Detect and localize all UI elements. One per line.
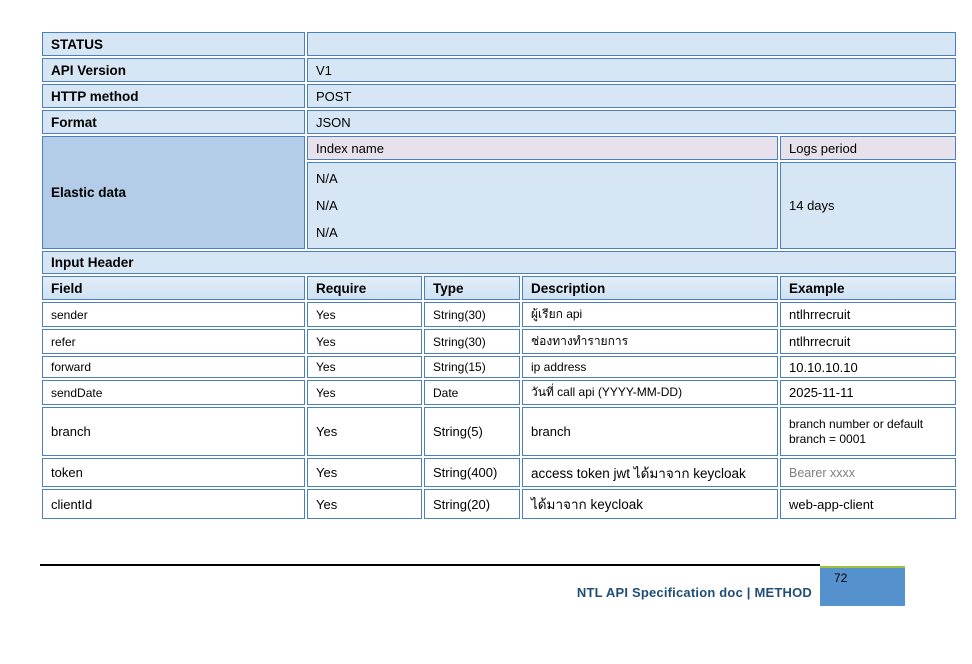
example-cell: ntlhrrecruit [780,302,956,327]
example-cell: 10.10.10.10 [780,356,956,378]
require-cell: Yes [307,407,422,456]
example-cell: branch number or default branch = 0001 [780,407,956,456]
type-cell: Date [424,380,520,405]
example-cell: Bearer xxxx [780,458,956,487]
footer-divider [40,564,820,566]
example-cell: ntlhrrecruit [780,329,956,354]
elastic-data-label: Elastic data [42,136,305,249]
page-number-box [820,566,905,606]
column-header-description: Description [522,276,778,300]
input-header-section-label: Input Header [42,251,956,274]
table-row [42,251,956,274]
footer-doc-title: NTL API Specification doc | METHOD [576,585,812,600]
table-row [42,84,956,108]
format-value: JSON [307,110,956,134]
page-number: 72 [834,571,848,585]
require-cell: Yes [307,356,422,378]
logs-period-header: Logs period [780,136,956,160]
logs-period-value: 14 days [780,162,956,249]
index-name-values [307,162,778,249]
format-label: Format [42,110,305,134]
field-cell: sender [42,302,305,327]
description-cell: ได้มาจาก keycloak [522,489,778,519]
http-method-label: HTTP method [42,84,305,108]
table-row-senddate [42,380,956,405]
example-cell: 2025-11-11 [780,380,956,405]
table-row [42,110,956,134]
require-cell: Yes [307,329,422,354]
require-cell: Yes [307,489,422,519]
description-cell: ip address [522,356,778,378]
field-cell: forward [42,356,305,378]
field-cell: clientId [42,489,305,519]
type-cell: String(15) [424,356,520,378]
type-cell: String(30) [424,329,520,354]
description-cell: branch [522,407,778,456]
description-cell: ผู้เรียก api [522,302,778,327]
table-row [42,136,956,160]
description-cell: access token jwt ได้มาจาก keycloak [522,458,778,487]
column-header-example: Example [780,276,956,300]
column-header-require: Require [307,276,422,300]
table-row-token [42,458,956,487]
table-row-forward [42,356,956,378]
field-cell: branch [42,407,305,456]
field-cell: refer [42,329,305,354]
require-cell: Yes [307,380,422,405]
table-row-clientid [42,489,956,519]
status-value [307,32,956,56]
api-version-label: API Version [42,58,305,82]
index-value: N/A [316,171,338,186]
status-label: STATUS [42,32,305,56]
description-cell: ช่องทางทำรายการ [522,329,778,354]
index-name-header: Index name [307,136,778,160]
table-row [42,58,956,82]
example-cell: web-app-client [780,489,956,519]
table-row [42,32,956,56]
api-version-value: V1 [307,58,956,82]
table-row-branch [42,407,956,456]
column-header-field: Field [42,276,305,300]
field-cell: sendDate [42,380,305,405]
type-cell: String(20) [424,489,520,519]
column-header-type: Type [424,276,520,300]
require-cell: Yes [307,302,422,327]
require-cell: Yes [307,458,422,487]
http-method-value: POST [307,84,956,108]
index-value: N/A [316,225,338,240]
type-cell: String(5) [424,407,520,456]
field-cell: token [42,458,305,487]
description-cell: วันที่ call api (YYYY-MM-DD) [522,380,778,405]
api-spec-table [40,30,958,521]
index-value: N/A [316,198,338,213]
table-row-sender [42,302,956,327]
table-row-refer [42,329,956,354]
table-header-row [42,276,956,300]
type-cell: String(400) [424,458,520,487]
type-cell: String(30) [424,302,520,327]
